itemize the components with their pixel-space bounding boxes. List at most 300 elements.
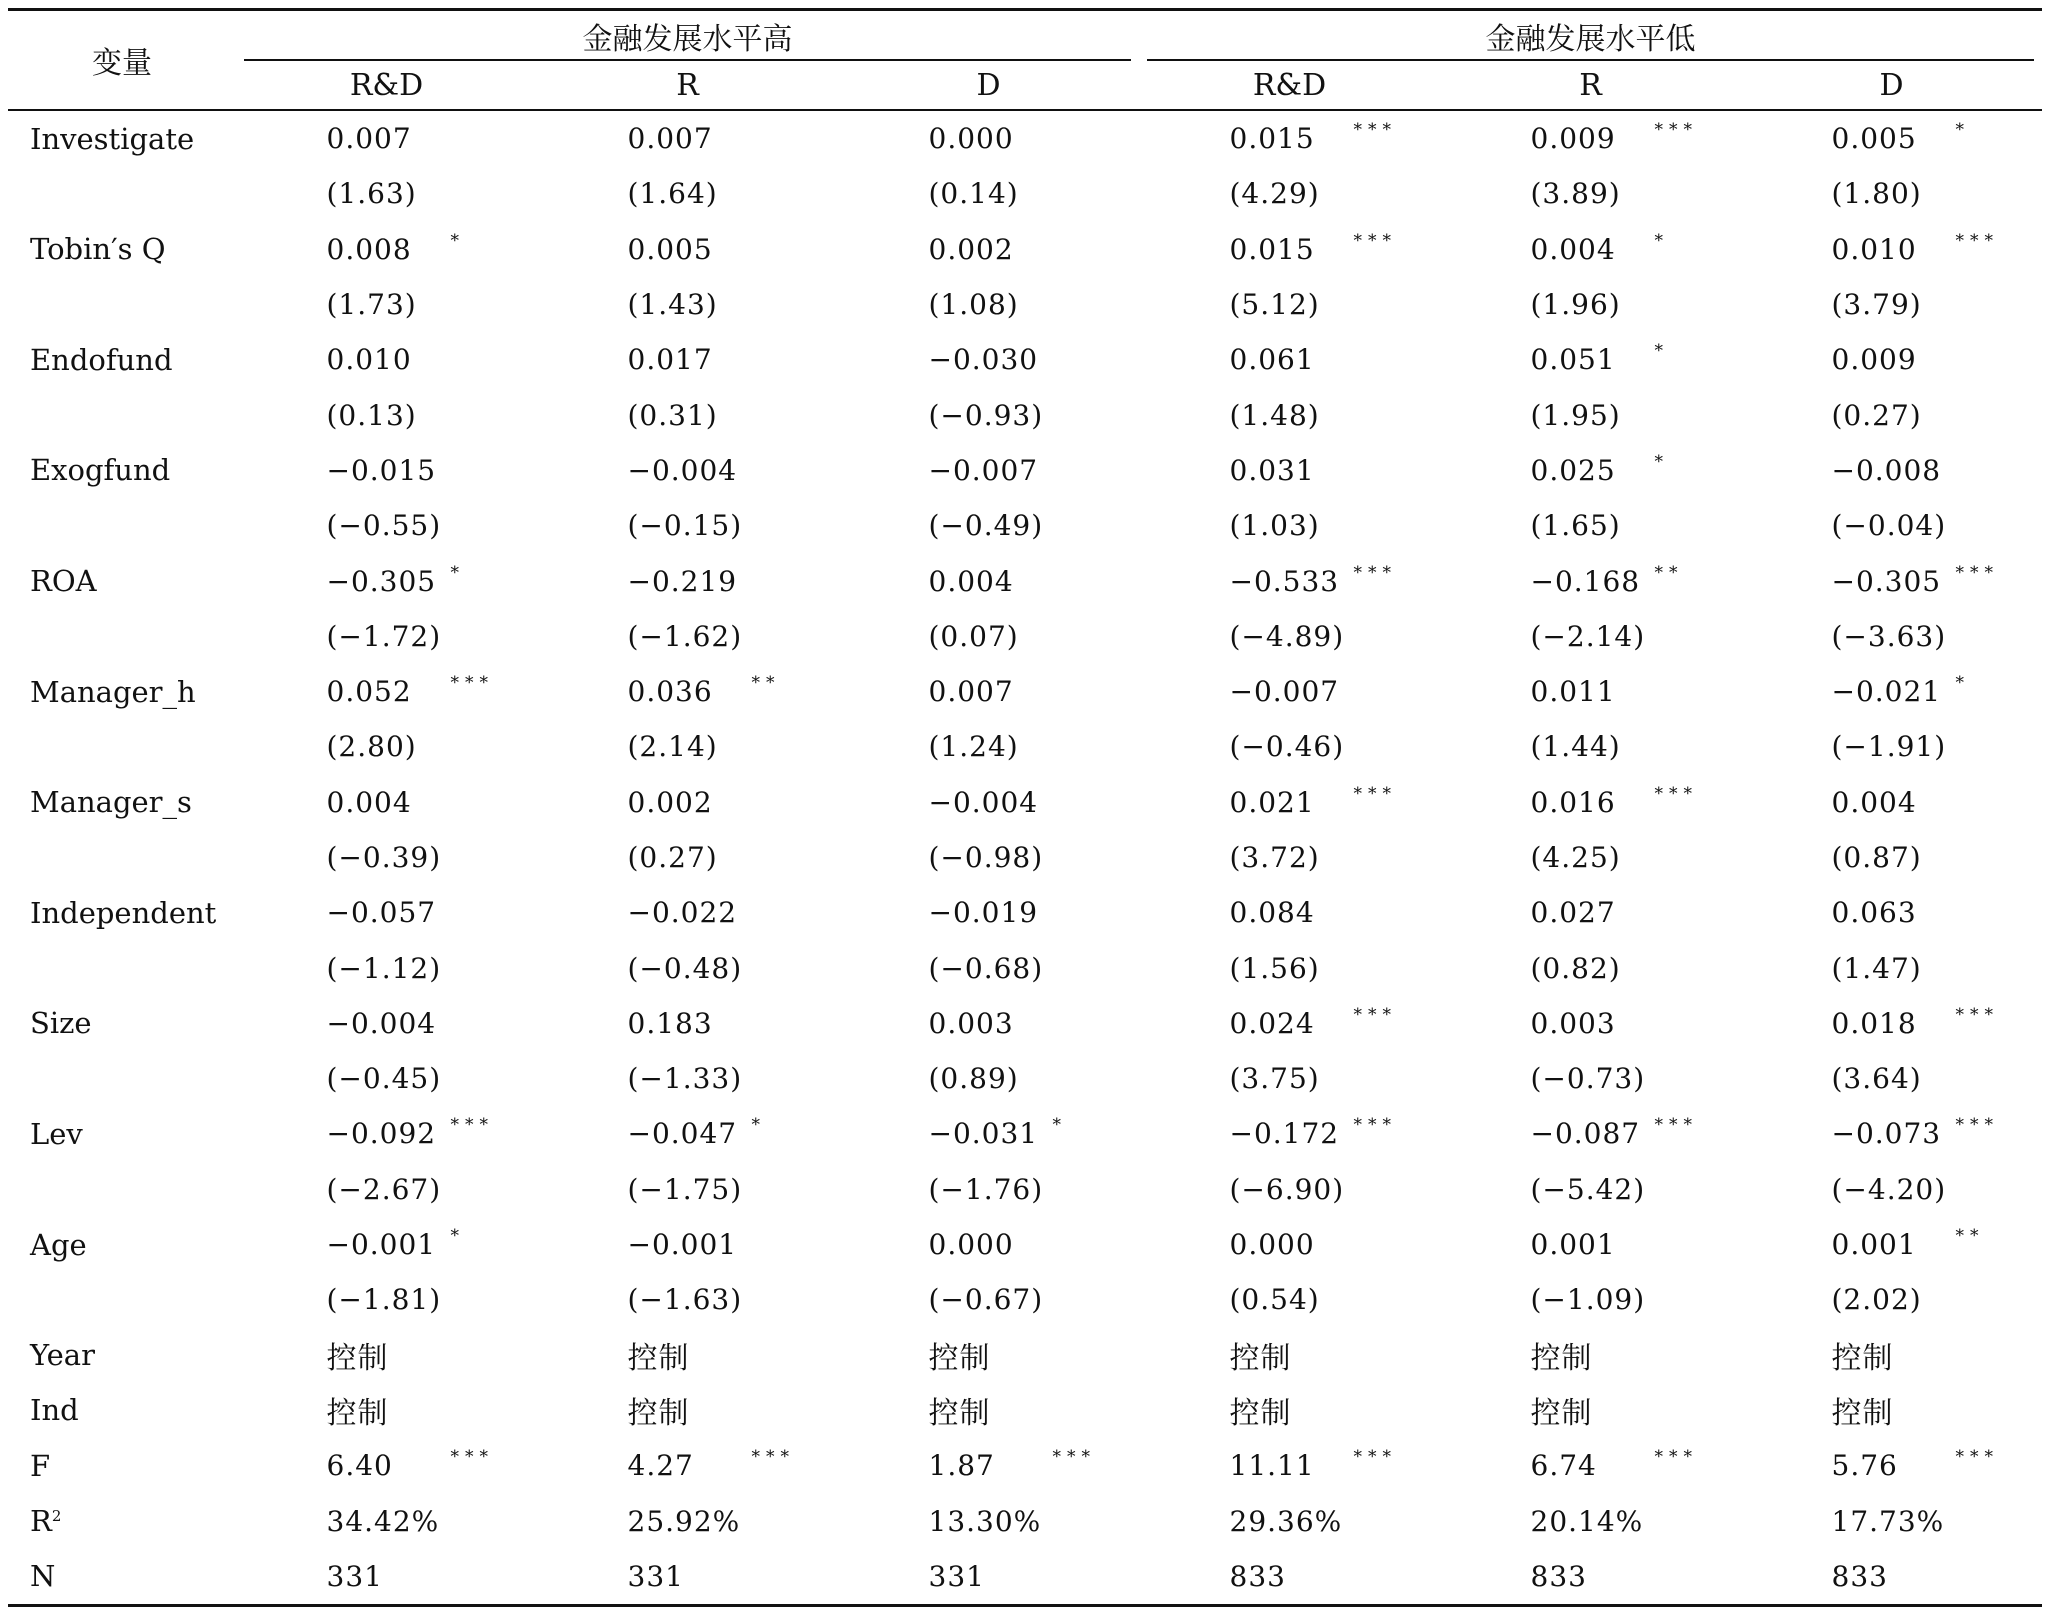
cell-content	[1831, 230, 1999, 266]
value-cell	[1440, 443, 1741, 498]
value-cell	[838, 277, 1139, 332]
value-cell	[537, 166, 838, 221]
value-cell	[1139, 1162, 1440, 1217]
cell-content	[1831, 1226, 1985, 1262]
cell-content	[1832, 288, 1952, 321]
coefficient-value: (−0.04)	[1831, 509, 1947, 543]
coefficient-value: −0.047	[627, 1117, 738, 1151]
significance-stars: *	[1654, 341, 1669, 362]
cell-content	[627, 1447, 795, 1483]
significance-stars: *	[751, 1115, 766, 1136]
cell-content	[1531, 730, 1651, 763]
coefficient-value: 833	[1229, 1559, 1286, 1593]
table-row	[8, 222, 2042, 277]
variable-name-cell	[8, 1383, 236, 1438]
cell-content	[929, 1283, 1049, 1316]
cell-content	[628, 343, 748, 376]
value-cell	[236, 1106, 537, 1161]
cell-content	[1832, 786, 1952, 819]
cell-content	[929, 399, 1049, 432]
significance-stars: **	[751, 673, 781, 694]
table-body	[8, 110, 2042, 1606]
cell-content	[929, 454, 1049, 487]
variable-name: Investigate	[30, 121, 195, 156]
variable-name-cell	[8, 1051, 236, 1106]
subcolumn-header: R	[537, 61, 838, 110]
cell-content	[929, 509, 1049, 542]
cell-content	[928, 1447, 1096, 1483]
value-cell	[838, 775, 1139, 830]
coefficient-value: 0.018	[1831, 1006, 1917, 1040]
cell-content	[1530, 562, 1684, 598]
value-cell	[1139, 664, 1440, 719]
value-cell	[1741, 1493, 2042, 1548]
cell-content	[1832, 841, 1952, 874]
value-cell	[838, 553, 1139, 608]
value-cell	[1139, 277, 1440, 332]
cell-content	[326, 562, 465, 598]
coefficient-value: 0.031	[1229, 453, 1315, 487]
coefficient-value: 0.005	[1831, 122, 1917, 156]
variable-name-cell	[8, 1106, 236, 1161]
table-row	[8, 1549, 2042, 1606]
value-cell	[236, 1383, 537, 1438]
variable-name-cell	[8, 1272, 236, 1327]
coefficient-value: (1.47)	[1831, 951, 1922, 985]
cell-content	[326, 1226, 465, 1262]
coefficient-value: (−5.42)	[1530, 1172, 1646, 1206]
value-cell	[1440, 996, 1741, 1051]
coefficient-value: 0.009	[1530, 122, 1616, 156]
variable-name: ROA	[30, 564, 97, 599]
significance-stars: ***	[1353, 120, 1397, 141]
cell-content	[1530, 230, 1669, 266]
significance-stars: ***	[1654, 1447, 1698, 1468]
cell-content	[327, 896, 447, 929]
value-cell	[1139, 1328, 1440, 1383]
value-cell	[1741, 1051, 2042, 1106]
cell-content	[1832, 399, 1952, 432]
cell-content	[1530, 451, 1669, 487]
variable-name: Endofund	[30, 342, 173, 377]
cell-content	[628, 1062, 748, 1095]
significance-stars: ***	[1654, 120, 1698, 141]
coefficient-value: 11.11	[1229, 1449, 1315, 1483]
cell-content	[1832, 1505, 1952, 1538]
cell-content	[327, 1283, 447, 1316]
coefficient-value: (−0.98)	[928, 841, 1044, 874]
value-cell	[838, 110, 1139, 166]
cell-content	[1832, 343, 1952, 376]
cell-content	[1230, 509, 1350, 542]
coefficient-value: (0.89)	[928, 1062, 1019, 1096]
coefficient-value: 0.007	[627, 122, 713, 156]
value-cell	[838, 1106, 1139, 1161]
variable-name-cell	[8, 443, 236, 498]
coefficient-value: (4.29)	[1229, 177, 1320, 211]
cell-content	[1230, 952, 1350, 985]
coefficient-value: 34.42%	[326, 1504, 440, 1538]
value-cell	[1139, 332, 1440, 387]
cell-content	[628, 730, 748, 763]
value-cell	[838, 1438, 1139, 1493]
cell-content	[1531, 1505, 1651, 1538]
coefficient-value: (1.73)	[326, 288, 417, 322]
value-cell	[1139, 553, 1440, 608]
cell-content	[1832, 1283, 1952, 1316]
value-cell	[537, 1493, 838, 1548]
cell-content	[326, 1115, 494, 1151]
value-cell	[236, 277, 537, 332]
group-header-high: 金融发展水平高	[236, 10, 1139, 62]
value-cell	[537, 885, 838, 940]
value-cell	[537, 277, 838, 332]
variable-name-cell	[8, 277, 236, 332]
cell-content	[929, 177, 1049, 210]
coefficient-value: 25.92%	[627, 1504, 741, 1538]
cell-content	[1831, 1447, 1999, 1483]
value-cell	[1139, 1272, 1440, 1327]
cell-content	[929, 343, 1049, 376]
cell-content	[1832, 1388, 1952, 1432]
coefficient-value: 833	[1530, 1559, 1587, 1593]
coefficient-value: 0.015	[1229, 122, 1315, 156]
value-cell	[236, 553, 537, 608]
coefficient-value: (−0.48)	[627, 951, 743, 985]
value-cell	[537, 996, 838, 1051]
cell-content	[929, 675, 1049, 708]
cell-content	[1832, 952, 1952, 985]
value-cell	[236, 1549, 537, 1606]
significance-stars: ***	[450, 1447, 494, 1468]
coefficient-value: (−0.49)	[928, 509, 1044, 543]
table-row	[8, 1328, 2042, 1383]
coefficient-value: 0.004	[326, 785, 412, 819]
cell-content	[327, 952, 447, 985]
control-label: 控制	[928, 1341, 991, 1377]
coefficient-value: (−4.89)	[1229, 619, 1345, 653]
cell-content	[1531, 1283, 1651, 1316]
coefficient-value: (1.65)	[1530, 509, 1621, 543]
value-cell	[1741, 664, 2042, 719]
value-cell	[236, 110, 537, 166]
cell-content	[1531, 841, 1651, 874]
value-cell	[236, 1438, 537, 1493]
value-cell	[1440, 387, 1741, 442]
cell-content	[1230, 896, 1350, 929]
value-cell	[1440, 1162, 1741, 1217]
value-cell	[537, 1438, 838, 1493]
cell-content	[327, 1333, 447, 1377]
coefficient-value: −0.007	[1229, 675, 1340, 709]
coefficient-value: (−0.73)	[1530, 1062, 1646, 1096]
variable-name-cell	[8, 166, 236, 221]
value-cell	[838, 1549, 1139, 1606]
cell-content	[628, 454, 748, 487]
variable-name-cell	[8, 1438, 236, 1493]
variable-name-cell	[8, 1493, 236, 1548]
cell-content	[327, 343, 447, 376]
coefficient-value: (−1.12)	[326, 951, 442, 985]
coefficient-value: (−1.33)	[627, 1062, 743, 1096]
coefficient-value: (1.48)	[1229, 398, 1320, 432]
value-cell	[1741, 277, 2042, 332]
coefficient-value: (−2.67)	[326, 1172, 442, 1206]
cell-content	[929, 896, 1049, 929]
significance-stars: ***	[1955, 1115, 1999, 1136]
variable-name-cell	[8, 940, 236, 995]
table-row	[8, 996, 2042, 1051]
cell-content	[1230, 177, 1350, 210]
value-cell	[537, 609, 838, 664]
table-row	[8, 885, 2042, 940]
value-cell	[1139, 940, 1440, 995]
control-label: 控制	[928, 1396, 991, 1432]
coefficient-value: 0.084	[1229, 896, 1315, 930]
coefficient-value: 0.051	[1530, 343, 1616, 377]
value-cell	[838, 222, 1139, 277]
coefficient-value: −0.219	[627, 564, 738, 598]
control-label: 控制	[1831, 1341, 1894, 1377]
coefficient-value: −0.031	[928, 1117, 1039, 1151]
cell-content	[929, 233, 1049, 266]
coefficient-value: 1.87	[928, 1449, 995, 1483]
value-cell	[1440, 775, 1741, 830]
cell-content	[327, 620, 447, 653]
significance-stars: ***	[1955, 1447, 1999, 1468]
coefficient-value: −0.168	[1530, 564, 1641, 598]
cell-content	[327, 1062, 447, 1095]
coefficient-value: 29.36%	[1229, 1504, 1343, 1538]
value-cell	[236, 1272, 537, 1327]
cell-content	[628, 952, 748, 985]
cell-content	[1831, 120, 1970, 156]
significance-stars: ***	[1353, 562, 1397, 583]
cell-content	[1531, 399, 1651, 432]
value-cell	[537, 830, 838, 885]
table-row	[8, 609, 2042, 664]
value-cell	[1440, 498, 1741, 553]
table-row	[8, 553, 2042, 608]
coefficient-value: 0.002	[627, 785, 713, 819]
cell-content	[327, 786, 447, 819]
value-cell	[1139, 443, 1440, 498]
value-cell	[236, 885, 537, 940]
cell-content	[1831, 1004, 1999, 1040]
cell-content	[1531, 675, 1651, 708]
value-cell	[537, 443, 838, 498]
value-cell	[236, 940, 537, 995]
coefficient-value: −0.015	[326, 453, 437, 487]
coefficient-value: −0.004	[928, 785, 1039, 819]
coefficient-value: 0.008	[326, 232, 412, 266]
coefficient-value: 0.007	[326, 122, 412, 156]
coefficient-value: (1.56)	[1229, 951, 1320, 985]
coefficient-value: 0.010	[1831, 232, 1917, 266]
significance-stars: *	[1052, 1115, 1067, 1136]
control-label: 控制	[1831, 1396, 1894, 1432]
value-cell	[537, 387, 838, 442]
variable-name: Tobin′s Q	[30, 232, 166, 267]
coefficient-value: (3.75)	[1229, 1062, 1320, 1096]
significance-stars: *	[450, 230, 465, 251]
subcolumn-header: D	[838, 61, 1139, 110]
coefficient-value: (0.82)	[1530, 951, 1621, 985]
value-cell	[1139, 166, 1440, 221]
value-cell	[236, 996, 537, 1051]
significance-stars: ***	[450, 1115, 494, 1136]
significance-stars: ***	[450, 673, 494, 694]
value-cell	[236, 1328, 537, 1383]
cell-content	[929, 565, 1049, 598]
cell-content	[1229, 1447, 1397, 1483]
value-cell	[1139, 996, 1440, 1051]
coefficient-value: (1.43)	[627, 288, 718, 322]
value-cell	[1741, 1383, 2042, 1438]
value-cell	[537, 498, 838, 553]
coefficient-value: 0.021	[1229, 785, 1315, 819]
coefficient-value: −0.087	[1530, 1117, 1641, 1151]
value-cell	[1741, 222, 2042, 277]
significance-stars: *	[1955, 120, 1970, 141]
value-cell	[236, 775, 537, 830]
coefficient-value: −0.057	[326, 896, 437, 930]
table-row	[8, 443, 2042, 498]
variable-name-cell	[8, 1217, 236, 1272]
table-row	[8, 110, 2042, 166]
value-cell	[537, 940, 838, 995]
variable-name: R	[30, 1504, 52, 1539]
cell-content	[628, 841, 748, 874]
coefficient-value: 0.024	[1229, 1006, 1315, 1040]
value-cell	[1139, 110, 1440, 166]
value-cell	[838, 498, 1139, 553]
table-row	[8, 387, 2042, 442]
coefficient-value: 0.016	[1530, 785, 1616, 819]
coefficient-value: (2.14)	[627, 730, 718, 764]
cell-content	[628, 399, 748, 432]
value-cell	[838, 1272, 1139, 1327]
value-cell	[838, 1493, 1139, 1548]
cell-content	[1531, 1388, 1651, 1432]
value-cell	[236, 830, 537, 885]
cell-content	[929, 786, 1049, 819]
subcolumn-header: R&D	[236, 61, 537, 110]
cell-content	[1230, 1333, 1350, 1377]
cell-content	[929, 952, 1049, 985]
cell-content	[1230, 1388, 1350, 1432]
significance-stars: ***	[1353, 783, 1397, 804]
cell-content	[1832, 620, 1952, 653]
coefficient-value: (4.25)	[1530, 841, 1621, 874]
variable-name: Age	[30, 1227, 87, 1262]
coefficient-value: 0.063	[1831, 896, 1917, 930]
cell-content	[327, 288, 447, 321]
coefficient-value: −0.533	[1229, 564, 1340, 598]
value-cell	[1440, 277, 1741, 332]
coefficient-value: (3.89)	[1530, 177, 1621, 211]
value-cell	[1440, 166, 1741, 221]
cell-content	[1531, 1560, 1651, 1593]
coefficient-value: (−1.91)	[1831, 730, 1947, 764]
significance-stars: ***	[1052, 1447, 1096, 1468]
value-cell	[236, 222, 537, 277]
variable-name-cell	[8, 1549, 236, 1606]
significance-stars: ***	[1353, 230, 1397, 251]
coefficient-value: (3.79)	[1831, 288, 1922, 322]
coefficient-value: (−0.93)	[928, 398, 1044, 432]
cell-content	[1531, 1228, 1651, 1261]
significance-stars: ***	[1955, 1004, 1999, 1025]
table-row	[8, 498, 2042, 553]
cell-content	[928, 1115, 1067, 1151]
coefficient-value: (0.27)	[627, 841, 718, 874]
cell-content	[326, 230, 465, 266]
coefficient-value: 0.000	[928, 1228, 1014, 1262]
cell-content	[628, 1333, 748, 1377]
coefficient-value: 17.73%	[1831, 1504, 1945, 1538]
value-cell	[1139, 387, 1440, 442]
value-cell	[1741, 775, 2042, 830]
coefficient-value: (−0.39)	[326, 841, 442, 874]
table-row	[8, 1272, 2042, 1327]
coefficient-value: (0.87)	[1831, 841, 1922, 874]
coefficient-value: −0.007	[928, 453, 1039, 487]
significance-stars: *	[1654, 230, 1669, 251]
cell-content	[929, 620, 1049, 653]
coefficient-value: 0.027	[1530, 896, 1616, 930]
group-header-low: 金融发展水平低	[1139, 10, 2042, 62]
value-cell	[838, 830, 1139, 885]
cell-content	[929, 1505, 1049, 1538]
coefficient-value: −0.073	[1831, 1117, 1942, 1151]
variable-name: Size	[30, 1006, 92, 1041]
value-cell	[236, 664, 537, 719]
cell-content	[1229, 1004, 1397, 1040]
value-cell	[1741, 1438, 2042, 1493]
control-label: 控制	[1229, 1396, 1292, 1432]
value-cell	[838, 387, 1139, 442]
control-label: 控制	[627, 1396, 690, 1432]
coefficient-value: (0.14)	[928, 177, 1019, 211]
value-cell	[537, 1051, 838, 1106]
cell-content	[1531, 896, 1651, 929]
cell-content	[1832, 454, 1952, 487]
coefficient-value: 833	[1831, 1559, 1888, 1593]
cell-content	[327, 1173, 447, 1206]
value-cell	[537, 222, 838, 277]
cell-content	[628, 1228, 748, 1261]
cell-content	[627, 673, 781, 709]
coefficient-value: 0.003	[928, 1006, 1014, 1040]
coefficient-value: 13.30%	[928, 1504, 1042, 1538]
cell-content	[1531, 1173, 1651, 1206]
variable-name-cell	[8, 110, 236, 166]
cell-content	[1832, 730, 1952, 763]
value-cell	[838, 1328, 1139, 1383]
value-cell	[838, 719, 1139, 774]
coefficient-value: 6.40	[326, 1449, 393, 1483]
value-cell	[236, 1051, 537, 1106]
cell-content	[1230, 620, 1350, 653]
control-label: 控制	[1530, 1396, 1593, 1432]
value-cell	[537, 775, 838, 830]
cell-content	[929, 1173, 1049, 1206]
table-row	[8, 940, 2042, 995]
cell-content	[929, 122, 1049, 155]
coefficient-value: 0.003	[1530, 1006, 1616, 1040]
coefficient-value: 0.009	[1831, 343, 1917, 377]
